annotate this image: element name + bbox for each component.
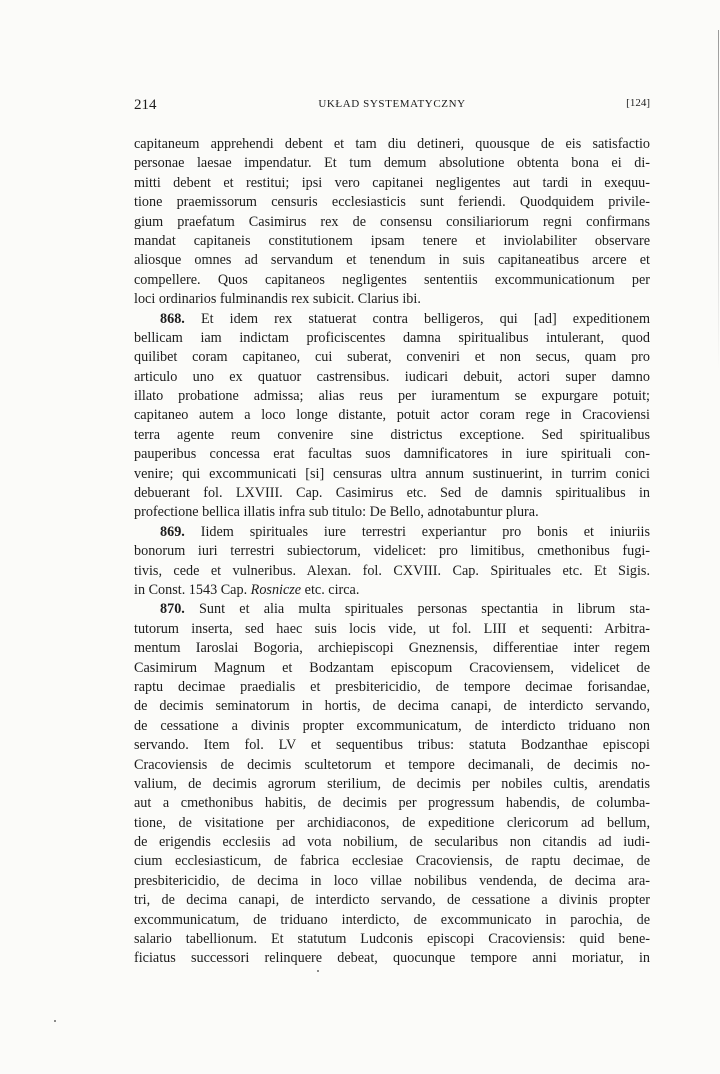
text-line: tione praemissorum censuris ecclesiasticis sunt feriendi. Quodquidem privile- xyxy=(134,194,650,211)
text-line: bellicam iam indictam proficiscentes damna spiritualibus intulerant, quod xyxy=(134,329,650,346)
text-body xyxy=(134,135,650,969)
text-segment: Et idem rex statuerat contra belligeros, qui [ad] expeditionem xyxy=(200,310,651,327)
paragraph-869-first-line xyxy=(134,523,650,542)
ink-speck xyxy=(317,970,319,972)
text-line: tivis, cede et vulneribus. Alexan. fol. CXVIII. Cap. Spirituales etc. Et Sigis. xyxy=(134,562,650,579)
paragraph-number: 868. xyxy=(160,310,185,327)
text-line: de cessatione a divinis propter excommunicatum, de interdicto triduano non xyxy=(134,717,650,734)
text-line: terra agente reum convenire sine districtus exceptione. Sed spiritualibus xyxy=(134,426,650,443)
text-line: Cracoviensis de decimis scultetorum et tempore decimanali, de decimis no- xyxy=(134,756,650,773)
text-line: capitaneum apprehendi debent et tam diu detineri, quousque de eis satisfactio xyxy=(134,136,650,152)
text-line: bonorum iuri terrestri subiectorum, videlicet: pro limitibus, cmethonibus fugi- xyxy=(134,543,650,560)
text-line: tione, de visitatione per archidiaconos, de expeditione clericorum ad bellum, xyxy=(134,814,650,831)
text-line: aliosque omnes ad servandum et tenendum in suis capitaneatibus arcere et xyxy=(134,252,650,269)
text-line: capitaneo autem a loco longe distante, potuit actor coram rege in Cracoviensi xyxy=(134,407,650,424)
text-line: articulo uno ex quatuor castrensibus. iudicari debuit, actori super damno xyxy=(134,368,650,385)
text-line: loci ordinarios fulminandis rex subicit. Clarius ibi. xyxy=(134,291,421,308)
text-line: mentum Iaroslai Bogoria, archiepiscopi Gneznensis, differentiae inter regem xyxy=(134,640,650,657)
text-line: compellere. Quos capitaneos negligentes sententiis excommunicationum per xyxy=(134,271,650,288)
page-header xyxy=(134,97,650,117)
text-line: ficiatus successori relinquere debeat, quocunque tempore anni moriatur, in xyxy=(134,950,650,967)
ink-speck xyxy=(54,1020,56,1022)
text-line: presbitericidio, de decima in loco villae nobilibus vendenda, de decima ara- xyxy=(134,872,650,889)
text-line: profectione bellica illatis infra sub titulo: De Bello, adnotabuntur plura. xyxy=(134,504,539,521)
paragraph-number: 869. xyxy=(160,523,185,540)
italic-term: Rosnicze xyxy=(250,581,302,598)
page-edge-shadow xyxy=(718,30,719,370)
text-line: pauperibus concessa erat facultas suos damnificatores in iure spirituali con- xyxy=(134,446,650,463)
text-segment: in Const. 1543 Cap. xyxy=(134,581,248,598)
text-line: servando. Item fol. LV et sequentibus tribus: statuta Bodzanthae episcopi xyxy=(134,737,650,754)
text-line: venire; qui excommunicati [si] censuras ultra annum sustinuerint, in turrim conici xyxy=(134,465,650,482)
original-page-number: [124] xyxy=(626,97,650,109)
text-line: mitti debent et restitui; ipsi vero capitanei negligentes aut tardi in exequu- xyxy=(134,174,650,191)
text-line xyxy=(134,581,650,600)
paragraph-870-first-line xyxy=(134,600,650,619)
text-line: salario tabellionum. Et statutum Ludconis episcopi Cracoviensis: quid bene- xyxy=(134,931,650,948)
paragraph-868-first-line xyxy=(134,310,650,329)
text-line: raptu decimae praedialis et presbitericidio, de tempore decimae forisandae, xyxy=(134,678,650,695)
text-line: tutorum inserta, sed haec suis locis vide, ut fol. LIII et sequenti: Arbitra- xyxy=(134,620,650,637)
text-line: personae laesae impendatur. Et tum demum absolutione obtenta bona ei di- xyxy=(134,155,650,172)
text-line: tri, de decima canapi, de interdicto servando, de cessatione a divinis propter xyxy=(134,892,650,909)
text-line: cium ecclesiasticum, de fabrica ecclesiae Cracoviensis, de raptu decimae, de xyxy=(134,853,650,870)
text-line: gium praefatum Casimirus rex de consensu consiliariorum regni confirmans xyxy=(134,213,650,230)
text-line: excommunicatum, de triduano interdicto, de excommunicato in parochia, de xyxy=(134,911,650,928)
page-number: 214 xyxy=(134,97,157,113)
running-title: UKŁAD SYSTEMATYCZNY xyxy=(318,98,466,110)
text-line: mandat capitaneis constitutionem ipsam tenere et inviolabiliter observare xyxy=(134,232,650,249)
text-line: illato probatione admissa; alias reus per iuramentum se expurgare potuit; xyxy=(134,388,650,405)
paragraph-number: 870. xyxy=(160,601,185,618)
text-line: de decimis seminatorum in hortis, de decima canapi, de interdicto servando, xyxy=(134,698,650,715)
text-line: de erigendis ecclesiis ad vota nobilium, de secularibus non citandis ad iudi- xyxy=(134,834,650,851)
text-line: Casimirum Magnum et Bodzantam episcopum Cracoviensem, videlicet de xyxy=(134,659,650,676)
text-segment: Iidem spirituales iure terrestri experiantur pro bonis et iniuriis xyxy=(200,523,651,540)
text-line: quilibet coram capitaneo, cui suberat, conveniri et non secus, quam pro xyxy=(134,349,650,366)
text-line: valium, de decimis agrorum sterilium, de decimis per nobiles cultis, arendatis xyxy=(134,775,650,792)
text-segment: Sunt et alia multa spirituales personas spectantia in librum sta- xyxy=(199,601,651,618)
text-line: aut a cmethonibus habitis, de decimis per progressum habendis, de columba- xyxy=(134,795,650,812)
text-line: debuerant fol. LXVIII. Cap. Casimirus etc. Sed de damnis spiritualibus in xyxy=(134,485,650,502)
text-segment: etc. circa. xyxy=(301,581,360,598)
